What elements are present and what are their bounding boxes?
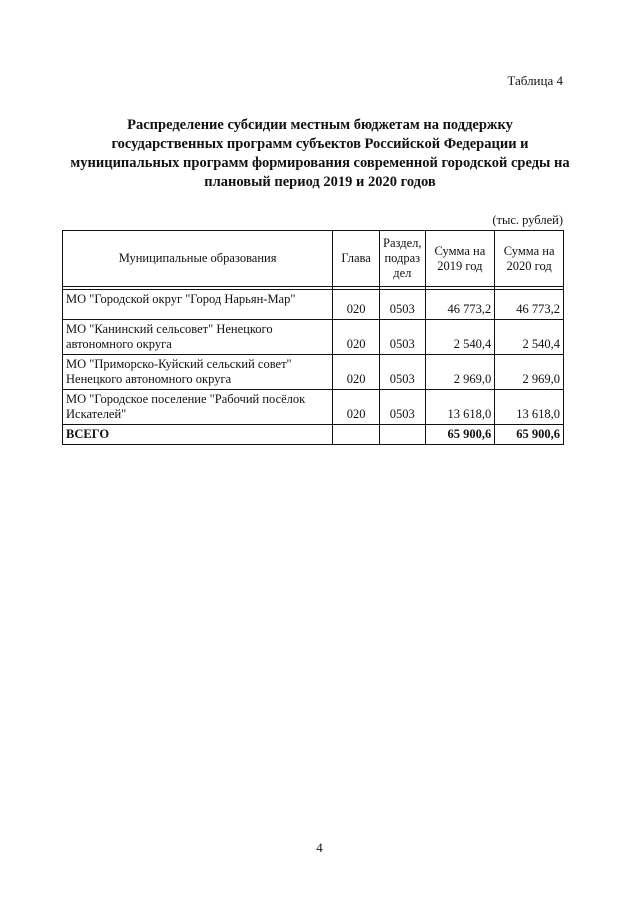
total-sum-2020: 65 900,6 xyxy=(495,425,564,445)
row-municipality: МО "Канинский сельсовет" Ненецкого автономного округа xyxy=(63,320,333,355)
row-sum-2019: 2 969,0 xyxy=(425,355,495,390)
row-chapter: 020 xyxy=(333,290,380,320)
subsidy-table xyxy=(62,230,564,445)
row-section: 0503 xyxy=(380,320,425,355)
total-section xyxy=(380,425,425,445)
row-sum-2020: 2 540,4 xyxy=(495,320,564,355)
table-row xyxy=(63,290,564,320)
row-section: 0503 xyxy=(380,390,425,425)
table-row xyxy=(63,320,564,355)
row-sum-2020: 2 969,0 xyxy=(495,355,564,390)
row-municipality: МО "Приморско-Куйский сельский совет" Ненецкого автономного округа xyxy=(63,355,333,390)
row-sum-2019: 46 773,2 xyxy=(425,290,495,320)
document-title: Распределение субсидии местным бюджетам на поддержку государственных программ субъектов Российской Федерации и муниципальных программ формирования современной городской среды на плановый период 2019 и 2020 годов xyxy=(70,117,570,190)
units-label: (тыс. рублей) xyxy=(492,213,563,227)
table-row xyxy=(63,390,564,425)
total-chapter xyxy=(333,425,380,445)
row-chapter: 020 xyxy=(333,390,380,425)
row-section: 0503 xyxy=(380,290,425,320)
header-chapter: Глава xyxy=(333,231,380,287)
table-row xyxy=(63,355,564,390)
header-municipality: Муниципальные образования xyxy=(63,231,333,287)
row-chapter: 020 xyxy=(333,320,380,355)
row-sum-2019: 2 540,4 xyxy=(425,320,495,355)
row-municipality: МО "Городское поселение "Рабочий посёлок Искателей" xyxy=(63,390,333,425)
page-number: 4 xyxy=(316,840,323,855)
row-sum-2020: 13 618,0 xyxy=(495,390,564,425)
table-header-row xyxy=(63,231,564,287)
total-sum-2019: 65 900,6 xyxy=(425,425,495,445)
header-sum-2019: Сумма на 2019 год xyxy=(425,231,495,287)
row-sum-2019: 13 618,0 xyxy=(425,390,495,425)
row-sum-2020: 46 773,2 xyxy=(495,290,564,320)
header-section: Раздел, подраз дел xyxy=(380,231,425,287)
row-municipality: МО "Городской округ "Город Нарьян-Мар" xyxy=(63,290,333,320)
row-chapter: 020 xyxy=(333,355,380,390)
row-section: 0503 xyxy=(380,355,425,390)
total-row xyxy=(63,425,564,445)
table-label: Таблица 4 xyxy=(507,73,563,88)
header-sum-2020: Сумма на 2020 год xyxy=(495,231,564,287)
total-label: ВСЕГО xyxy=(63,425,333,445)
